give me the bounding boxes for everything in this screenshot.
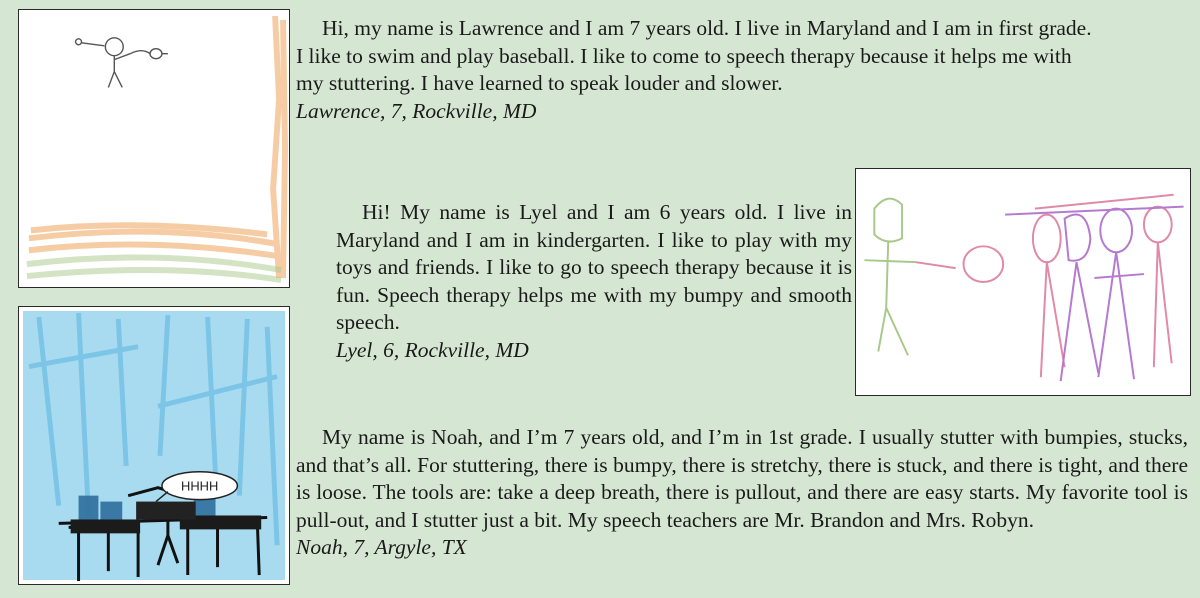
noah-crayon-drawing [19, 307, 289, 584]
story-noah-text: My name is Noah, and I’m 7 years old, and I’m in 1st grade. I usually stutter with bumpies, stucks, and that’s all. For stuttering, there is bumpy, there is stretchy, there is stuck, and there is tight, and there is loose. The tools are: take a deep breath, there is pullout, and there are easy starts. My favorite tool is pull-out, and I stutter just a bit. My speech teachers are Mr. Brandon and Mrs. Robyn. [296, 425, 1188, 532]
drawing-noah [18, 306, 290, 585]
story-lyel-signature: Lyel, 6, Rockville, MD [336, 337, 529, 362]
story-noah [296, 424, 1188, 562]
lyel-crayon-drawing [856, 169, 1190, 395]
story-lawrence [296, 15, 1096, 125]
drawing-lyel [855, 168, 1191, 396]
story-lyel [336, 199, 852, 365]
story-lawrence-text: Hi, my name is Lawrence and I am 7 years old. I live in Maryland and I am in first grade. I like to swim and play baseball. I like to come to speech therapy because it helps me with my stuttering. I have learned to speak louder and slower. [296, 16, 1092, 96]
story-lyel-text: Hi! My name is Lyel and I am 6 years old. I live in Maryland and I am in kindergarten. I like to play with my toys and friends. I like to go to speech therapy because it is fun. Speech therapy helps me with my bumpy and smooth speech. [336, 200, 852, 335]
drawing-lawrence [18, 9, 290, 288]
noah-speech-bubble-text: HHHH [181, 478, 219, 494]
lawrence-crayon-drawing [19, 10, 289, 287]
story-noah-signature: Noah, 7, Argyle, TX [296, 535, 467, 560]
story-lawrence-signature: Lawrence, 7, Rockville, MD [296, 98, 537, 123]
